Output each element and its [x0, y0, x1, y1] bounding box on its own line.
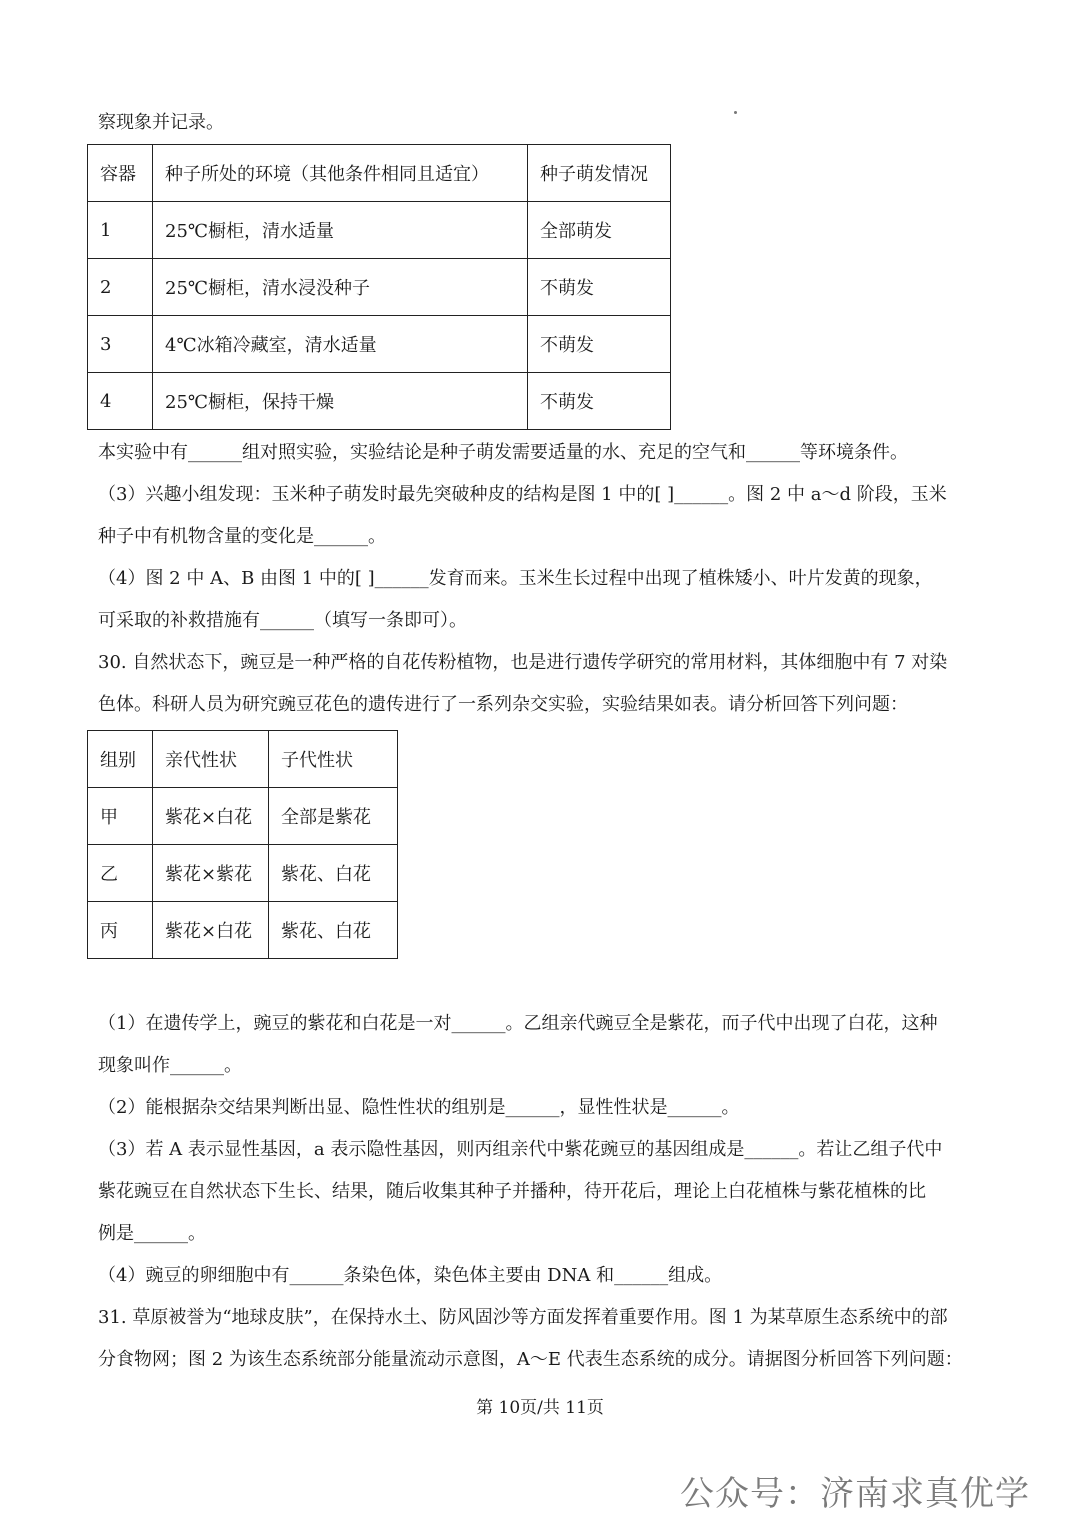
- q29-part3-line2: 种子中有机物含量的变化是______。: [98, 526, 386, 547]
- q30-part3-line3: 例是______。: [98, 1223, 206, 1244]
- table-cell: 乙: [88, 845, 153, 902]
- table-header-cell: 组别: [88, 731, 153, 788]
- table-cell: 全部是紫花: [269, 788, 398, 845]
- table-cell: 不萌发: [528, 316, 671, 373]
- q30-stem-line2: 色体。科研人员为研究豌豆花色的遗传进行了一系列杂交实验，实验结果如表。请分析回答下列问题：: [98, 694, 908, 715]
- question-29-text: [98, 432, 988, 726]
- pea-cross-table: [87, 730, 398, 959]
- table-row: [88, 902, 398, 959]
- table-cell: 不萌发: [528, 259, 671, 316]
- table-cell: 3: [88, 316, 153, 373]
- table-cell: 1: [88, 202, 153, 259]
- table-row: [88, 373, 671, 430]
- page-number: 第 10页/共 11页: [476, 1398, 604, 1418]
- table-cell: 4: [88, 373, 153, 430]
- table-header-cell: 容器: [88, 145, 153, 202]
- table-cell: 不萌发: [528, 373, 671, 430]
- q31-stem-line1: 31. 草原被誉为“地球皮肤”，在保持水土、防风固沙等方面发挥着重要作用。图 1 为某草原生态系统中的部: [98, 1307, 948, 1328]
- table-cell: 25℃橱柜，清水适量: [153, 202, 528, 259]
- table-row: [88, 259, 671, 316]
- table-row: [88, 316, 671, 373]
- table-row: [88, 788, 398, 845]
- q30-part2: （2）能根据杂交结果判断出显、隐性性状的组别是______，显性性状是______。: [98, 1097, 740, 1118]
- q30-part3-line2: 紫花豌豆在自然状态下生长、结果，随后收集其种子并播种，待开花后，理论上白花植株与紫花植株的比: [98, 1181, 926, 1202]
- table-cell: 2: [88, 259, 153, 316]
- q30-part3-line1: （3）若 A 表示显性基因，a 表示隐性基因，则丙组亲代中紫花豌豆的基因组成是______。若让乙组子代中: [98, 1139, 943, 1160]
- q30-part4: （4）豌豆的卵细胞中有______条染色体，染色体主要由 DNA 和______组成。: [98, 1265, 723, 1286]
- q29-conclusion: 本实验中有______组对照实验，实验结论是种子萌发需要适量的水、充足的空气和______等环境条件。: [98, 442, 908, 463]
- table-header-cell: 种子所处的环境（其他条件相同且适宜）: [153, 145, 528, 202]
- table-row: [88, 845, 398, 902]
- table-cell: 紫花×白花: [153, 902, 269, 959]
- q31-stem-line2: 分食物网；图 2 为该生态系统部分能量流动示意图，A～E 代表生态系统的成分。请据图分析回答下列问题：: [98, 1349, 963, 1370]
- q29-part4-line1: （4）图 2 中 A、B 由图 1 中的[ ]______发育而来。玉米生长过程中出现了植株矮小、叶片发黄的现象，: [98, 568, 933, 589]
- seed-germination-table: [87, 144, 671, 430]
- table-row: [88, 202, 671, 259]
- table-header-cell: 亲代性状: [153, 731, 269, 788]
- intro-line: 察现象并记录。: [98, 112, 224, 133]
- table-header-row: [88, 145, 671, 202]
- table-header-cell: 种子萌发情况: [528, 145, 671, 202]
- question-30-parts: [98, 1003, 988, 1381]
- table-cell: 紫花×紫花: [153, 845, 269, 902]
- table-cell: 甲: [88, 788, 153, 845]
- table-cell: 25℃橱柜，保持干燥: [153, 373, 528, 430]
- q30-stem-line1: 30. 自然状态下，豌豆是一种严格的自花传粉植物，也是进行遗传学研究的常用材料，其体细胞中有 7 对染: [98, 652, 948, 673]
- table-cell: 25℃橱柜，清水浸没种子: [153, 259, 528, 316]
- table-header-cell: 子代性状: [269, 731, 398, 788]
- table-cell: 紫花、白花: [269, 902, 398, 959]
- table-cell: 丙: [88, 902, 153, 959]
- table-cell: 紫花、白花: [269, 845, 398, 902]
- table-cell: 4℃冰箱冷藏室，清水适量: [153, 316, 528, 373]
- q29-part4-line2: 可采取的补救措施有______（填写一条即可）。: [98, 610, 467, 631]
- table-cell: 紫花×白花: [153, 788, 269, 845]
- scan-speck: [734, 111, 737, 114]
- q29-part3-line1: （3）兴趣小组发现：玉米种子萌发时最先突破种皮的结构是图 1 中的[ ]______。图 2 中 a～d 阶段，玉米: [98, 484, 947, 505]
- table-cell: 全部萌发: [528, 202, 671, 259]
- q30-part1-line1: （1）在遗传学上，豌豆的紫花和白花是一对______。乙组亲代豌豆全是紫花，而子代中出现了白花，这种: [98, 1013, 938, 1034]
- q30-part1-line2: 现象叫作______。: [98, 1055, 242, 1076]
- watermark: 公众号：济南求真优学: [680, 1474, 1030, 1514]
- table-header-row: [88, 731, 398, 788]
